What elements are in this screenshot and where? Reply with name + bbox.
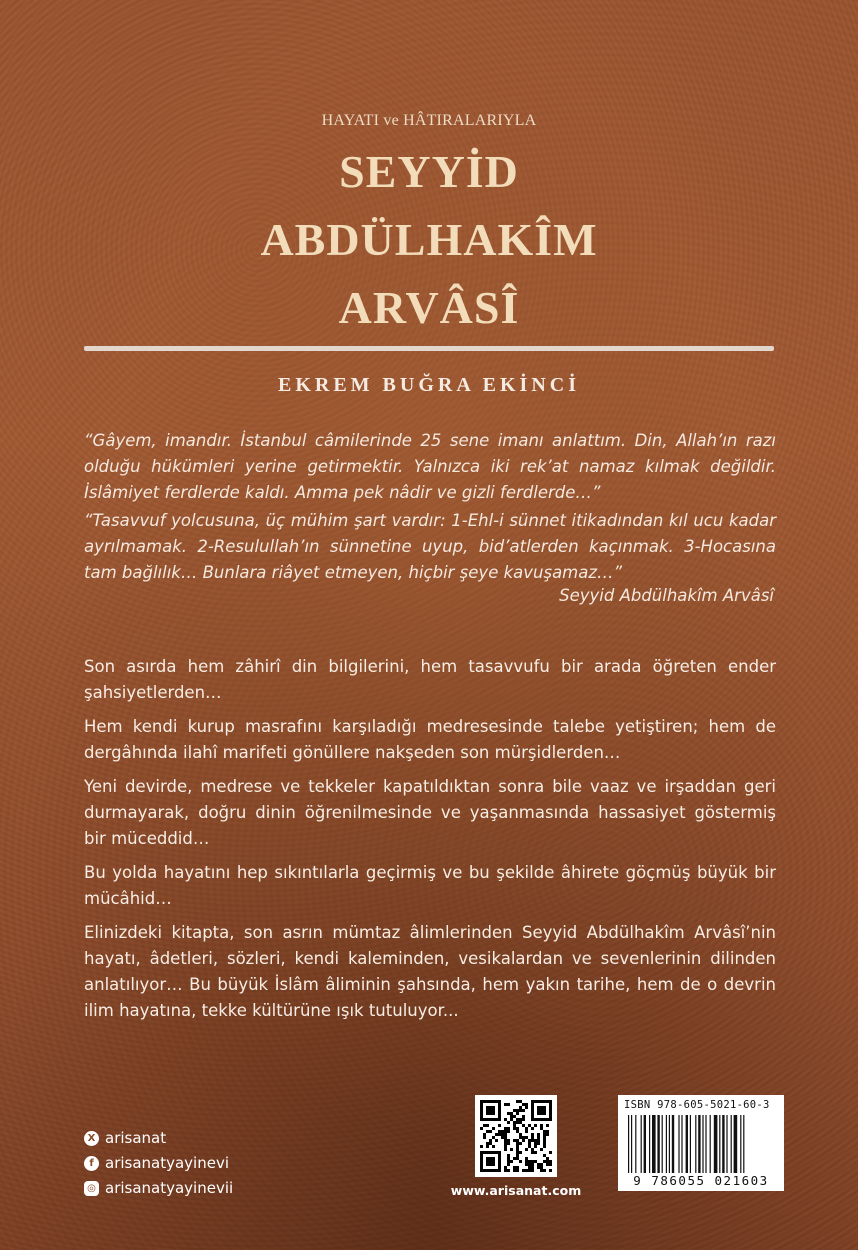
- isbn-label: ISBN 978-605-5021-60-3: [624, 1099, 770, 1111]
- blurb-paragraph-4: Bu yolda hayatını hep sıkıntılarla geçirmiş ve bu şekilde âhirete göçmüş büyük bir mücâhid…: [84, 863, 776, 908]
- website-link[interactable]: www.arisanat.com: [450, 1183, 582, 1198]
- author-name: EKREM BUĞRA EKİNCİ: [277, 374, 581, 396]
- title-line-3: ARVÂSÎ: [338, 282, 520, 333]
- blurb: [84, 654, 776, 1032]
- social-instagram[interactable]: [84, 1176, 233, 1200]
- social-handle-x: arisanat: [105, 1129, 167, 1147]
- quote-1: “Gâyem, imandır. İstanbul câmilerinde 25 sene imanı anlattım. Din, Allah’ın razı olduğu hükümleri yerine getirmektir. Yalnızca iki rek’at namaz kılmak değildir. İslâmiyet ferdlerde kaldı. Amma pek nâdir ve gizli ferdlerde…”: [84, 431, 776, 502]
- title-line-2: ABDÜLHAKÎM: [260, 214, 598, 265]
- barcode-icon: [624, 1115, 778, 1173]
- kicker-text: HAYATI ve HÂTIRALARIYLA: [321, 112, 537, 129]
- qr-code-icon: [480, 1100, 552, 1172]
- book-title: [0, 138, 858, 342]
- isbn-barcode: [618, 1095, 784, 1191]
- blurb-paragraph-1: Son asırda hem zâhirî din bilgilerini, hem tasavvufu bir arada öğreten ender şahsiyetlerden…: [84, 657, 776, 702]
- social-handle-facebook: arisanatyayinevi: [105, 1154, 230, 1172]
- isbn-digits: 9 786055 021603: [633, 1173, 769, 1188]
- social-x[interactable]: [84, 1126, 233, 1150]
- title-line-1: SEYYİD: [339, 146, 519, 197]
- blurb-paragraph-5: Elinizdeki kitapta, son asrın mümtaz âlimlerinden Seyyid Abdülhakîm Arvâsî’nin hayatı, âdetleri, sözleri, kendi kaleminden, vesikalardan ve sevenlerinin dilinden anlatılıyor… Bu büyük İslâm âliminin şahsında, hem yakın tarihe, hem de o devrin ilim hayatına, tekke kültürüne ışık tutuluyor...: [84, 923, 776, 1020]
- facebook-icon: f: [84, 1156, 99, 1171]
- blurb-paragraph-2: Hem kendi kurup masrafını karşıladığı medresesinde talebe yetiştiren; hem de dergâhında ilahî marifeti gönüllere nakşeden son mürşidlerden…: [84, 717, 776, 762]
- blurb-paragraph-3: Yeni devirde, medrese ve tekkeler kapatıldıktan sonra bile vaaz ve irşaddan geri durmayarak, doğru dinin öğrenilmesinde ve yaşanmasında hassasiyet göstermiş bir müceddid…: [84, 777, 776, 848]
- social-handle-instagram: arisanatyayinevii: [105, 1179, 234, 1197]
- x-icon: X: [84, 1131, 99, 1146]
- quote-attribution: Seyyid Abdülhakîm Arvâsî: [559, 586, 774, 605]
- instagram-icon: ◎: [84, 1181, 99, 1196]
- social-facebook[interactable]: [84, 1151, 233, 1175]
- qr-code[interactable]: [475, 1095, 557, 1177]
- quote-2: “Tasavvuf yolcusuna, üç mühim şart vardır: 1-Ehl-i sünnet itikadından kıl ucu kadar ayrılmamak. 2-Resulullah’ın sünnetine uyup, bid’atlerden kaçınmak. 3-Hocasına tam bağlılık… Bunlara riâyet etmeyen, hiçbir şeye kavuşamaz…”: [84, 511, 776, 582]
- social-links: [84, 1126, 233, 1201]
- divider-rule: [84, 346, 774, 351]
